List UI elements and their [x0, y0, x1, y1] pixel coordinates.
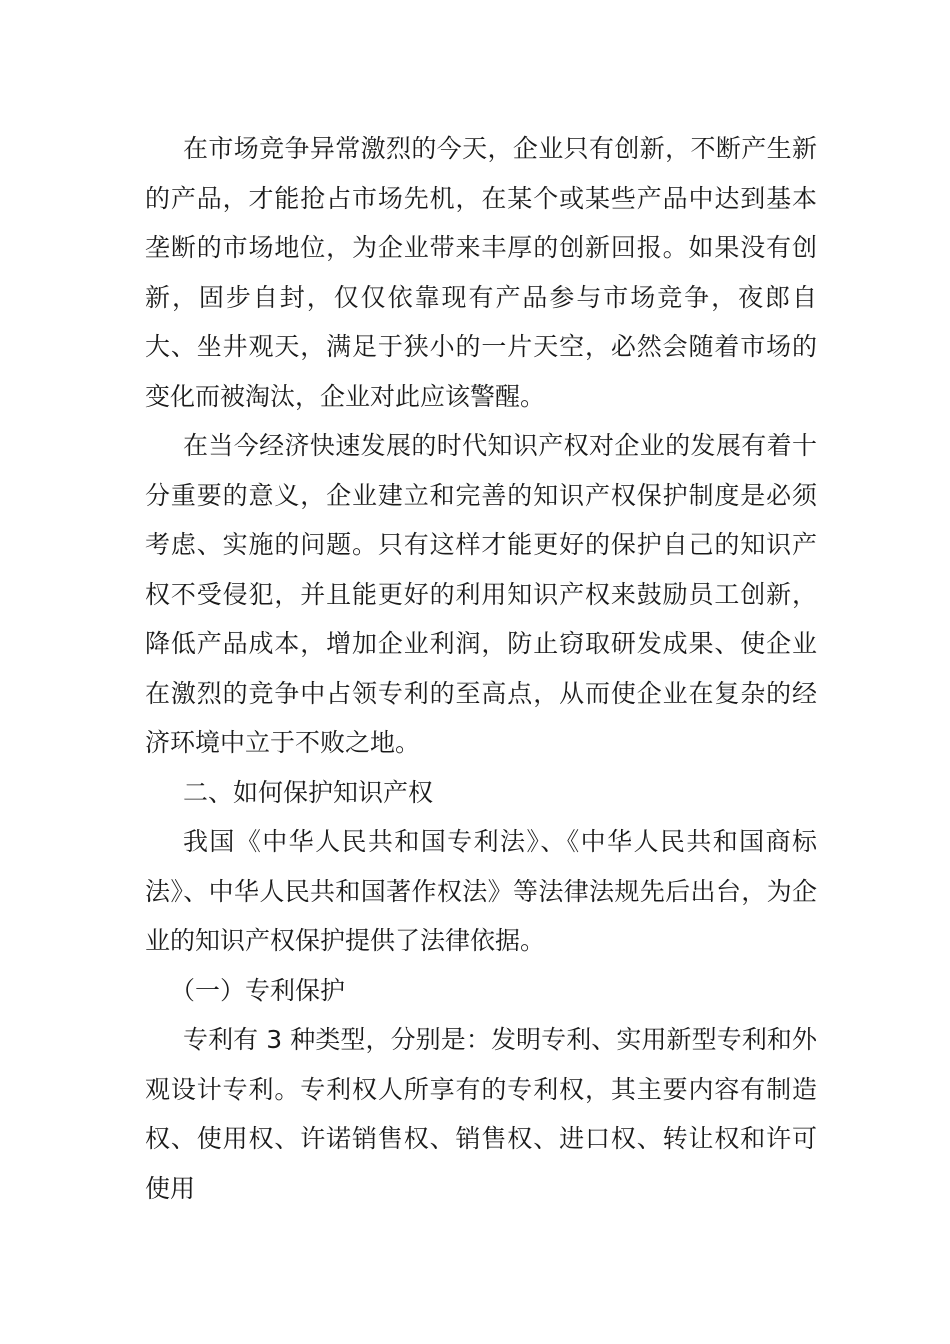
paragraph-patent-types: 专利有 3 种类型，分别是：发明专利、实用新型专利和外观设计专利。专利权人所享有的专利权，其主要内容有制造权、使用权、许诺销售权、销售权、进口权、转让权和许可使用 — [145, 1025, 817, 1203]
paragraph-ip-importance: 在当今经济快速发展的时代知识产权对企业的发展有着十分重要的意义，企业建立和完善的知识产权保护制度是必须考虑、实施的问题。只有这样才能更好的保护自己的知识产权不受侵犯，并且能更好的利用知识产权来鼓励员工创新，降低产品成本，增加企业利润，防止窃取研发成果、使企业在激烈的竞争中占领专利的至高点，从而使企业在复杂的经济环境中立于不败之地。 — [145, 431, 817, 757]
paragraph-innovation: 在市场竞争异常激烈的今天，企业只有创新，不断产生新的产品，才能抢占市场先机，在某个或某些产品中达到基本垄断的市场地位，为企业带来丰厚的创新回报。如果没有创新，固步自封，仅仅依靠现有产品参与市场竞争，夜郎自大、坐井观天，满足于狭小的一片天空，必然会随着市场的变化而被淘汰，企业对此应该警醒。 — [145, 134, 817, 411]
subsection-heading: （一）专利保护 — [170, 975, 346, 1005]
paragraph-laws: 我国《中华人民共和国专利法》、《中华人民共和国商标法》、中华人民共和国著作权法》等法律法规先后出台，为企业的知识产权保护提供了法律依据。 — [145, 827, 817, 955]
document-body — [145, 124, 817, 1213]
section-heading: 二、如何保护知识产权 — [183, 777, 434, 807]
